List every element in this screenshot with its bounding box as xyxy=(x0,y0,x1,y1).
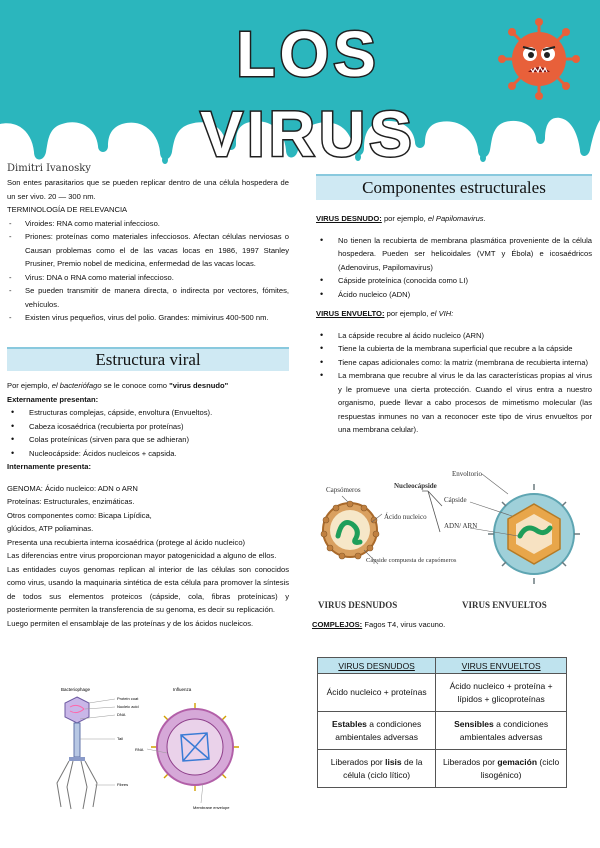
desnudo-item: • Cápside proteínica (conocida como LI) xyxy=(316,274,592,288)
svg-text:Protein coat: Protein coat xyxy=(117,696,139,701)
label-acido-nucleico: Ácido nucleico xyxy=(384,513,427,521)
svg-text:Capsómeros: Capsómeros xyxy=(326,486,361,494)
desnudo-intro: VIRUS DESNUDO: por ejemplo, el Papilomavirus. xyxy=(316,214,486,223)
svg-text:Bacteriophage: Bacteriophage xyxy=(61,687,91,692)
svg-text:Nucleocápside: Nucleocápside xyxy=(394,482,437,490)
svg-text:Cápside compuesta de capsómero: Cápside compuesta de capsómeros xyxy=(366,557,457,564)
intro-definition: Son entes parasitarios que se pueden replicar dentro de una célula hospedera de un ser vivo. 20 — 300 nm. xyxy=(7,178,289,201)
svg-text:DNA: DNA xyxy=(117,712,126,717)
page-title: LOS VIRUS xyxy=(200,18,416,170)
term-item: - Virus: DNA o RNA como material infeccioso. xyxy=(7,271,289,285)
external-item: • Colas proteínicas (sirven para que se adhieran) xyxy=(7,433,289,447)
envuelto-list xyxy=(316,329,592,437)
external-item: • Cabeza icosaédrica (recubierta por proteínas) xyxy=(7,420,289,434)
virus-mascot-icon xyxy=(498,18,580,100)
external-title: Externamente presentan: xyxy=(7,394,99,404)
table-row: Estables a condiciones ambientales adversas Sensibles a condiciones ambientales adversas xyxy=(318,712,567,750)
svg-text:Nucleic acid: Nucleic acid xyxy=(117,704,139,709)
table-header: VIRUS DESNUDOS xyxy=(318,658,436,674)
svg-text:RNA: RNA xyxy=(135,747,144,752)
internal-title: Internamente presenta: xyxy=(7,462,91,471)
intro-section xyxy=(7,176,289,325)
envuelto-item: • La membrana que recubre al virus le da las características propias al virus y le promueve una cierta protección. Cuando el virus entra a nuestro organismo, puede llevar a cabo procesos de mimetismo molecular (las respuestas inmunes no van a reconocer este tipo de virus envueltos por una membrana celular). xyxy=(316,369,592,437)
svg-text:ADN/ ARN: ADN/ ARN xyxy=(444,522,478,530)
external-item: • Nucleocápside: Ácidos nucleicos + capsida. xyxy=(7,447,289,461)
svg-text:Fibres: Fibres xyxy=(117,782,129,787)
term-item: - Se pueden transmitir de manera directa, o indirecta por vectores, fómites, vehículos. xyxy=(7,284,289,311)
svg-text:Cápside: Cápside xyxy=(444,496,467,504)
terminology-title: TERMINOLOGÍA DE RELEVANCIA xyxy=(7,205,128,214)
estructura-section xyxy=(7,379,289,630)
external-list xyxy=(7,406,289,460)
term-item: - Viroides: RNA como material infeccioso. xyxy=(7,217,289,231)
componentes-section xyxy=(316,212,592,437)
desnudo-item: • No tienen la recubierta de membrana plasmática proveniente de la célula hospedera. Pueden ser helicoidales (VMT y Ébola) e icosaédricos (Adenovirus, Papilomavirus) xyxy=(316,234,592,275)
complejos-line: COMPLEJOS: Fagos T4, virus vacuno. xyxy=(312,620,446,629)
envuelto-item: • Tiene capas adicionales como: la matriz (membrana de recubierta interna) xyxy=(316,356,592,370)
estructura-paragraph: GENOMA: Ácido nucleico: ADN o ARN Proteínas: Estructurales, enzimáticas. Otros componentes como: Bicapa Lipídica, glúcidos, ATP poliaminas. Presenta una recubierta interna icosaédrica (protege al ácido nucleico) Las diferencias entre virus proporcionan mayor patogenicidad a alguno de ellos. Las entidades cuyos genomas replican al interior de las células son conocidos como virus, usando la maquinaria sintética de esta célula para promover la síntesis de todos sus elementos proteicos (cápside, cola, fibras proteínicas) y posteriormente permiten la transferencia de su genoma, es decir su replicación. Luego permiten el ensamblaje de las proteínas y de los ácidos nucleicos. xyxy=(7,483,289,628)
virus-types-figure xyxy=(312,466,594,616)
table-row: Liberados por lisis de la célula (ciclo lítico) Liberados por gemación (ciclo lisogénico) xyxy=(318,750,567,788)
desnudo-list xyxy=(316,234,592,302)
svg-text:Tail: Tail xyxy=(117,736,124,741)
comparison-table xyxy=(317,657,567,788)
table-row: Ácido nucleico + proteínas Ácido nucleico + proteína + lípidos + glicoproteínas xyxy=(318,674,567,712)
external-item: • Estructuras complejas, cápside, envoltura (Envueltos). xyxy=(7,406,289,420)
table-header: VIRUS ENVUELTOS xyxy=(436,658,567,674)
svg-text:Envoltorio: Envoltorio xyxy=(452,470,482,478)
estructura-example: Por ejemplo, el bacteriófago se le conoce como "virus desnudo" xyxy=(7,381,229,390)
estructura-heading: Estructura viral xyxy=(7,347,289,371)
desnudo-item: • Ácido nucleico (ADN) xyxy=(316,288,592,302)
svg-text:VIRUS ENVUELTOS: VIRUS ENVUELTOS xyxy=(462,600,547,610)
envuelto-item: • Tiene la cubierta de la membrana superficial que recubre a la cápside xyxy=(316,342,592,356)
terms-list xyxy=(7,217,289,325)
componentes-heading: Componentes estructurales xyxy=(316,174,592,200)
svg-text:Influenza: Influenza xyxy=(173,687,192,692)
envuelto-intro: VIRUS ENVUELTO: por ejemplo, el VIH: xyxy=(316,309,454,318)
envuelto-item: • La cápside recubre al ácido nucleico (ARN) xyxy=(316,329,592,343)
bacteriophage-influenza-figure xyxy=(55,683,245,823)
author-name: Dimitri Ivanosky xyxy=(7,163,91,174)
svg-text:VIRUS DESNUDOS: VIRUS DESNUDOS xyxy=(318,600,398,610)
term-item: - Existen virus pequeños, virus del polio. Grandes: mimivirus 400-500 nm. xyxy=(7,311,289,325)
term-item: - Priones: proteínas como materiales infecciosos. Afectan células nerviosas o Causan problemas como el de las vacas locas en 1986, 1997 Stanley Prusiner, Premio nobel de medicina, enfermedad de las vacas locas. xyxy=(7,230,289,271)
svg-text:Membrane envelope: Membrane envelope xyxy=(193,805,230,810)
